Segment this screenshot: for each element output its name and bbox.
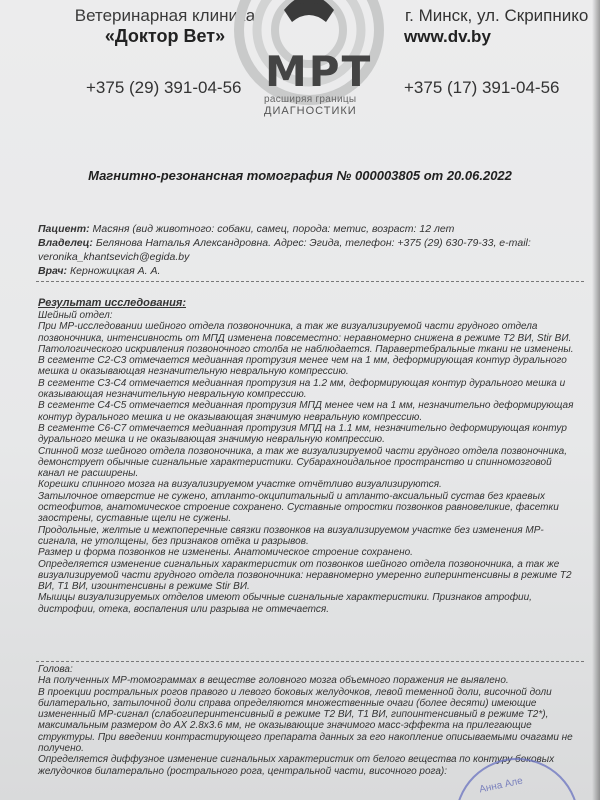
- logo-tagline-bottom: ДИАГНОСТИКИ: [264, 105, 357, 117]
- result-paragraph: В сегменте С3-С4 отмечается медианная протрузия на 1.2 мм, деформирующая контур дурального мешка и оказывающая незначительную невральную компрессию.: [38, 377, 566, 401]
- patient-value: Масяня (вид животного: собаки, самец, порода: метис, возраст: 12 лет: [92, 223, 455, 235]
- doctor-line: [38, 264, 578, 278]
- divider-head: [36, 661, 584, 662]
- document-title: Магнитно-резонансная томография № 000003805 от 20.06.2022: [88, 168, 512, 183]
- mrt-logo: [240, 0, 380, 118]
- owner-email: veronika_khantsevich@egida.by: [38, 251, 190, 263]
- stamp-text: Анна Але: [478, 775, 524, 796]
- clinic-name: Ветеринарная клиника: [74, 6, 256, 25]
- result-paragraph: Размер и форма позвонков не изменены. Анатомическое строение сохранено.: [38, 547, 413, 559]
- result-paragraph: В сегменте С6-С7 отмечается медианная протрузия МПД на 1.1 мм, незначительно деформирующая контур дурального мешка и не оказывающая значимую невральную компрессию.: [38, 422, 567, 446]
- result-paragraph: При МР-исследовании шейного отдела позвоночника, а так же визуализируемой части грудного отдела позвоночника, интенсивность от МПД изменена повсеместно: неравномерно снижена в режиме Т2 ВИ, Stir ВИ.: [38, 321, 572, 344]
- result-paragraph: В сегменте С4-С5 отмечается медианная протрузия МПД менее чем на 1 мм, незначительно деформирующая контур дурального мешка и не оказывающая значимую невральную компрессию.: [38, 400, 574, 423]
- phone-landline: +375 (17) 391-04-56: [404, 78, 560, 97]
- doctor-value: Керножицкая А. А.: [69, 265, 161, 277]
- result-paragraph: Патологического искривления позвоночного столба не наблюдается. Паравертебральные ткани не изменены.: [38, 343, 574, 355]
- patient-info: [38, 222, 578, 278]
- patient-label: Пациент:: [38, 223, 90, 235]
- logo-tagline-top: расширяя границы: [264, 94, 357, 105]
- result-paragraph: Спинной мозг шейного отдела позвоночника, а так же визуализируемой части грудного отдела позвоночника, демонструет обычные сигнальные характеристики. Субарахноидальное пространство и спинномозговой канал не расширены.: [38, 445, 568, 480]
- head-paragraph: Определяется диффузное изменение сигнальных характеристик от белого вещества по контуру боковых желудочков билатерально (рострального рога, центральной части, височного рога):: [38, 754, 555, 777]
- clinic-brand: «Доктор Вет»: [104, 26, 226, 46]
- owner-label: Владелец:: [38, 237, 93, 249]
- letterhead: [0, 0, 600, 118]
- results-section: [38, 296, 578, 615]
- patient-line: [38, 222, 578, 236]
- clinic-website: www.dv.by: [404, 27, 491, 46]
- clinic-address: г. Минск, ул. Скрипнико: [405, 6, 589, 25]
- result-paragraph: Мышцы визуализируемых отделов имеют обычные сигнальные характеристики. Признаков атрофии, дистрофии, отека, воспаления или разрыва не отмечается.: [38, 592, 532, 615]
- result-paragraph: Корешки спинного мозга на визуализируемом участке отчётливо визуализируются.: [38, 479, 442, 491]
- result-paragraph: Затылочное отверстие не сужено, атланто-окципитальный и атланто-аксиальный сустав без краевых остеофитов, анатомическое строение сохранено. Суставные отростки позвонков равновеликие, фасетки заострены, суставные щели не сужены.: [38, 490, 559, 525]
- head-paragraph: На полученных МР-томограммах в веществе головного мозга объемного поражения не выявлено.: [38, 675, 509, 687]
- result-paragraph: В сегменте С2-С3 отмечается медианная протрузия менее чем на 1 мм, деформирующая контур дурального мешка и оказывающая незначительную невральную компрессию.: [38, 355, 567, 378]
- phone-mobile: +375 (29) 391-04-56: [86, 78, 242, 97]
- result-paragraph: Определяется изменение сигнальных характеристик от позвонков шейного отдела позвоночника, а так же визуализируемой части грудного отдела позвоночника: неравномерно умеренно гиперинтенсивны в режиме Т2 ВИ, Т1 ВИ, изоинтенсивны в режиме Stir ВИ.: [38, 558, 572, 593]
- head-paragraph: В проекции ростральных рогов правого и левого боковых желудочков, левой теменной доли, височной доли билатерально, затылочной доли справа определяются множественные очаги (более десяти) имеющие измененный МР-сигнал (слабогиперинтенсивный в режиме Т2 ВИ, Т1 ВИ, гипоинтенсивный в режиме Т2*), максимальным размером до АХ 2.8х3.6 мм, не оказывающие значимого масс-эффекта на прилегающие структуры. При введении контрастирующего препарата данных за его накопление описываемыми очагами не получено.: [38, 686, 573, 755]
- cervical-heading: Шейный отдел:: [38, 310, 113, 321]
- doctor-label: Врач:: [38, 265, 68, 277]
- page-edge-shadow: [592, 0, 600, 800]
- owner-line: [38, 236, 578, 250]
- divider-top: [36, 281, 584, 282]
- logo-mark: МРТ: [265, 47, 373, 96]
- owner-value: Белянова Наталья Александровна. Адрес: Эгида, телефон: +375 (29) 630-79-33, e-mail:: [95, 237, 531, 249]
- results-heading: Результат исследования:: [38, 297, 187, 309]
- head-heading: Голова:: [38, 664, 73, 675]
- result-paragraph: Продольные, желтые и межпоперечные связки позвонков на визуализируемом участке без изменения МР-сигнала, не утолщены, без признаков отёка и разрывов.: [38, 524, 544, 547]
